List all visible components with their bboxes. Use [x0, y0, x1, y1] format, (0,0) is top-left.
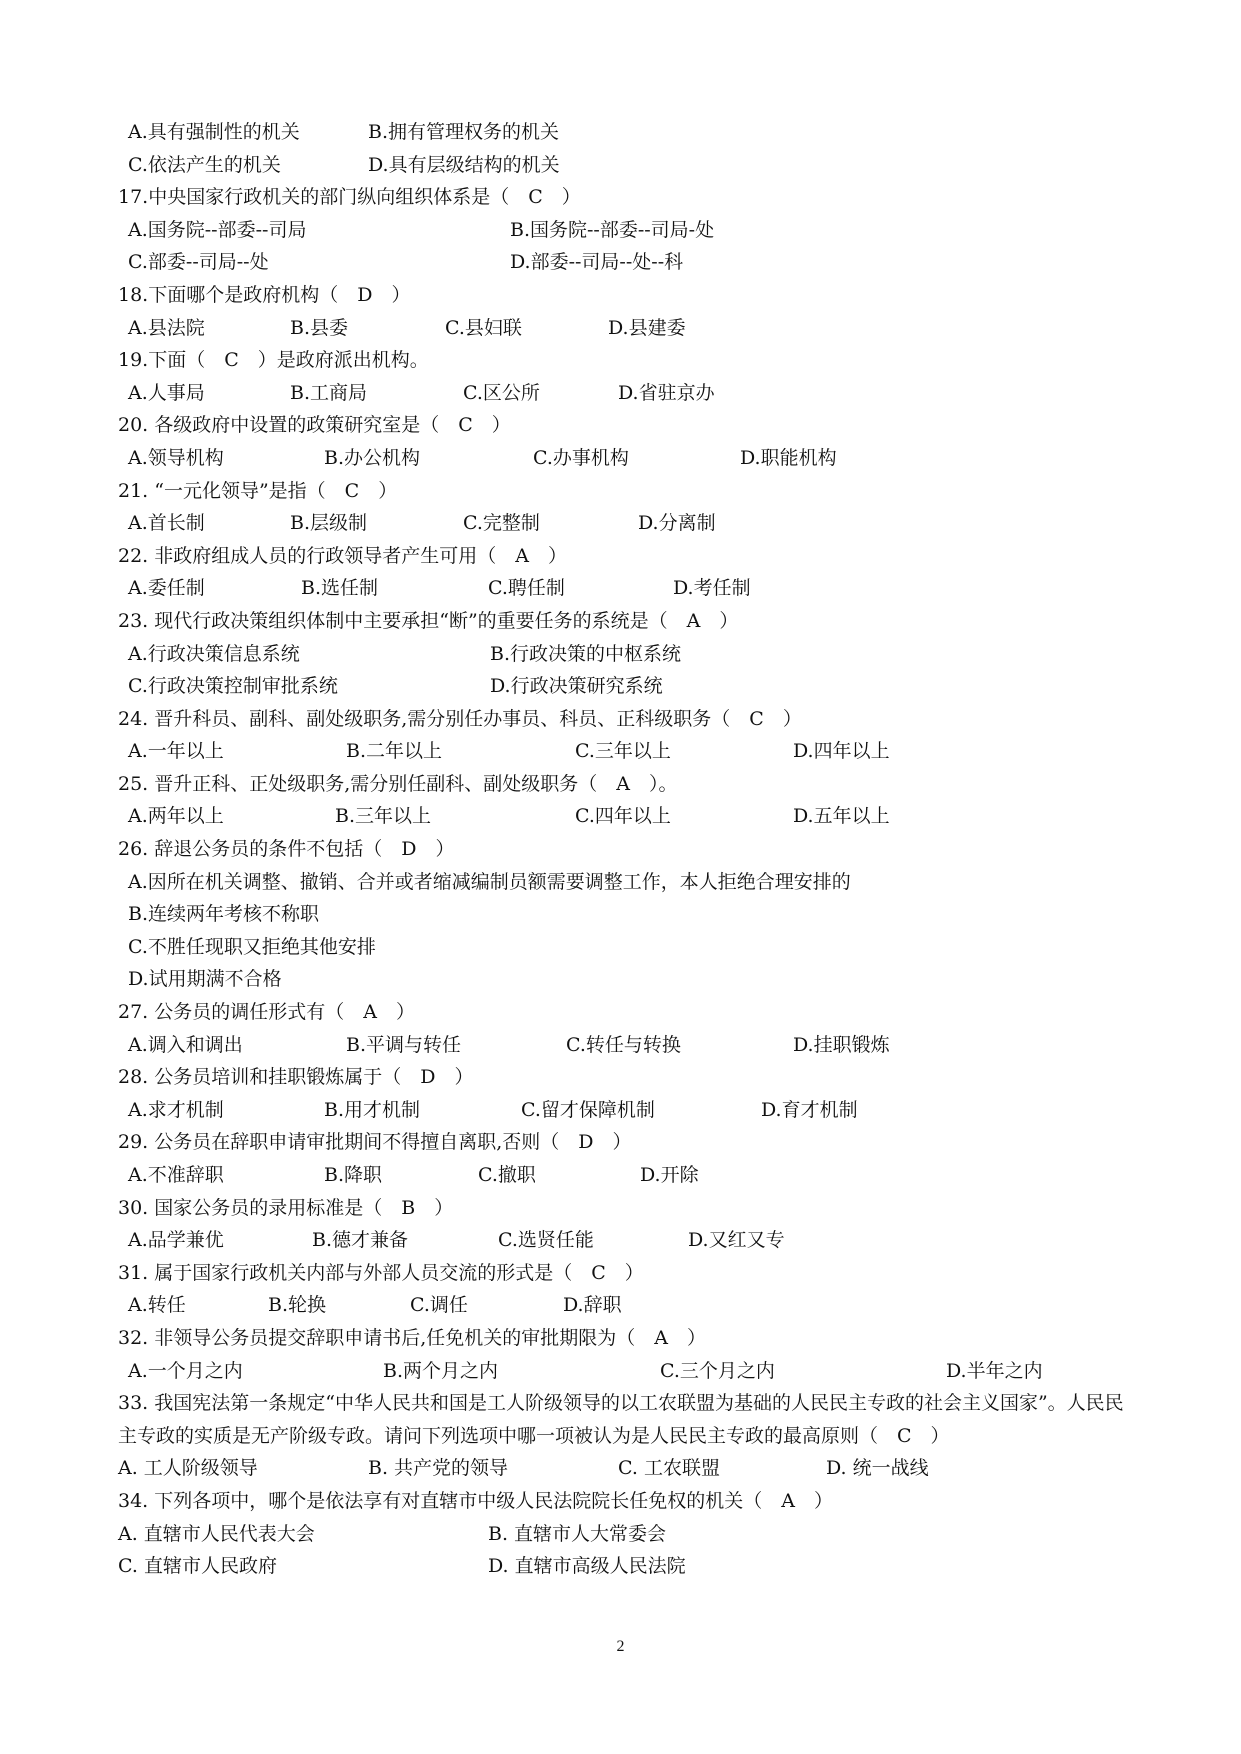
answer-option: C.依法产生的机关: [128, 153, 281, 176]
options-row: [118, 377, 1128, 410]
options-row: [118, 931, 1128, 964]
question-text: 30. 国家公务员的录用标准是（ B ）: [118, 1196, 454, 1219]
options-row: [118, 116, 1128, 149]
answer-option: D.育才机制: [761, 1098, 858, 1121]
answer-option: D. 统一战线: [826, 1457, 929, 1480]
question-text: 18.下面哪个是政府机构（ D ）: [118, 283, 411, 306]
question-text: 26. 辞退公务员的条件不包括（ D ）: [118, 838, 455, 861]
answer-option: A.因所在机关调整、撤销、合并或者缩减编制员额需要调整工作，本人拒绝合理安排的: [128, 870, 851, 893]
question-text: 17.中央国家行政机关的部门纵向组织体系是（ C ）: [118, 186, 581, 209]
answer-option: C.三个月之内: [660, 1359, 775, 1382]
question-text: 19.下面（ C ）是政府派出机构。: [118, 349, 429, 372]
answer-option: A.具有强制性的机关: [128, 121, 300, 143]
answer-option: A.品学兼优: [128, 1229, 224, 1252]
question-text: 23. 现代行政决策组织体制中主要承担“断”的重要任务的系统是（ A ）: [118, 609, 739, 632]
answer-option: A.国务院--部委--司局: [128, 218, 307, 241]
answer-option: C.完整制: [463, 512, 540, 535]
options-row: [118, 149, 1128, 182]
answer-option: C. 直辖市人民政府: [118, 1555, 277, 1578]
answer-option: C.不胜任现职又拒绝其他安排: [128, 935, 376, 958]
answer-option: B.拥有管理权务的机关: [368, 121, 560, 143]
answer-option: B.德才兼备: [312, 1229, 409, 1252]
answer-option: A.一年以上: [128, 740, 224, 763]
options-row: [118, 572, 1128, 605]
answer-option: D.分离制: [638, 512, 716, 535]
answer-option: B.层级制: [290, 512, 368, 535]
answer-option: B. 共产党的领导: [368, 1457, 509, 1480]
answer-option: C.行政决策控制审批系统: [128, 675, 338, 698]
options-row: [118, 670, 1128, 703]
options-row: [118, 246, 1128, 279]
answer-option: D.开除: [640, 1164, 699, 1186]
answer-option: C.区公所: [463, 381, 540, 404]
options-row: [118, 1518, 1128, 1551]
answer-option: D.职能机构: [740, 446, 837, 469]
question-text: 33. 我国宪法第一条规定“中华人民共和国是工人阶级领导的以工农联盟为基础的人民民主专政的社会主义国家”。人民民主专政的实质是无产阶级专政。请问下列选项中哪一项被认为是人民民主专政的最高原则（ C ）: [118, 1392, 1124, 1447]
answer-option: D.试用期满不合格: [128, 968, 282, 991]
answer-option: A. 工人阶级领导: [118, 1457, 258, 1480]
question-text: 34. 下列各项中，哪个是依法享有对直辖市中级人民法院院长任免权的机关（ A ）: [118, 1489, 833, 1512]
answer-option: C.撤职: [478, 1164, 536, 1186]
answer-option: A.两年以上: [128, 805, 224, 828]
answer-option: D.县建委: [608, 316, 686, 339]
question-text: 21. “一元化领导”是指（ C ）: [118, 479, 398, 502]
answer-option: B.用才机制: [324, 1098, 421, 1121]
question-text: 31. 属于国家行政机关内部与外部人员交流的形式是（ C ）: [118, 1261, 644, 1284]
answer-option: B.连续两年考核不称职: [128, 903, 320, 926]
answer-option: D.省驻京办: [618, 381, 715, 404]
answer-option: B.轮换: [268, 1294, 327, 1317]
answer-option: A.委任制: [128, 577, 205, 600]
options-row: [118, 1159, 1128, 1192]
options-row: [118, 312, 1128, 345]
answer-option: C.转任与转换: [566, 1033, 681, 1056]
answer-option: C.聘任制: [488, 577, 565, 600]
answer-option: A.县法院: [128, 316, 205, 339]
answer-option: A.一个月之内: [128, 1359, 243, 1382]
answer-option: A.行政决策信息系统: [128, 642, 300, 665]
answer-option: C.部委--司局--处: [128, 251, 269, 274]
answer-option: C. 工农联盟: [618, 1457, 720, 1480]
answer-option: D. 直辖市高级人民法院: [488, 1555, 686, 1578]
options-row: [118, 898, 1128, 931]
options-row: [118, 1452, 1128, 1485]
answer-option: B.二年以上: [346, 740, 443, 763]
question-text: 28. 公务员培训和挂职锻炼属于（ D ）: [118, 1066, 474, 1089]
answer-option: B.降职: [324, 1164, 383, 1186]
answer-option: D.具有层级结构的机关: [368, 153, 560, 176]
answer-option: B.两个月之内: [383, 1359, 499, 1382]
answer-option: B.工商局: [290, 381, 368, 404]
options-row: [118, 963, 1128, 996]
question-text: 24. 晋升科员、副科、副处级职务,需分别任办事员、科员、正科级职务（ C ）: [118, 707, 802, 730]
answer-option: A.首长制: [128, 512, 205, 535]
answer-option: D.考任制: [673, 577, 751, 600]
answer-option: A.转任: [128, 1294, 186, 1317]
answer-option: B.办公机构: [324, 446, 421, 469]
answer-option: C.选贤任能: [498, 1229, 594, 1252]
question-text: 32. 非领导公务员提交辞职申请书后,任免机关的审批期限为（ A ）: [118, 1326, 707, 1349]
options-row: [118, 1224, 1128, 1257]
options-row: [118, 507, 1128, 540]
options-row: [118, 1094, 1128, 1127]
answer-option: A.调入和调出: [128, 1033, 243, 1056]
question-text: 20. 各级政府中设置的政策研究室是（ C ）: [118, 414, 511, 437]
question-text: 27. 公务员的调任形式有（ A ）: [118, 1001, 415, 1024]
answer-option: A.人事局: [128, 381, 205, 404]
page-number: 2: [616, 1638, 625, 1655]
options-row: [118, 638, 1128, 671]
question-list: [118, 116, 1128, 1583]
options-row: [118, 1289, 1128, 1322]
options-row: [118, 442, 1128, 475]
options-row: [118, 866, 1128, 899]
options-row: [118, 214, 1128, 247]
answer-option: B.县委: [290, 316, 349, 339]
answer-option: D.挂职锻炼: [793, 1033, 890, 1056]
answer-option: B.选任制: [301, 577, 379, 600]
answer-option: A. 直辖市人民代表大会: [118, 1522, 315, 1545]
answer-option: D.半年之内: [946, 1359, 1043, 1382]
options-row: [118, 1355, 1128, 1388]
answer-option: D.四年以上: [793, 740, 890, 763]
answer-option: B.行政决策的中枢系统: [490, 642, 682, 665]
answer-option: C.留才保障机制: [521, 1098, 655, 1121]
answer-option: D.辞职: [563, 1294, 622, 1317]
answer-option: B.国务院--部委--司局-处: [510, 218, 715, 241]
answer-option: D.行政决策研究系统: [490, 675, 663, 698]
answer-option: D.五年以上: [793, 805, 890, 828]
answer-option: D.又红又专: [688, 1229, 785, 1252]
options-row: [118, 800, 1128, 833]
question-text: 29. 公务员在辞职申请审批期间不得擅自离职,否则（ D ）: [118, 1131, 632, 1154]
answer-option: A.求才机制: [128, 1098, 224, 1121]
answer-option: C.三年以上: [575, 740, 671, 763]
options-row: [118, 1029, 1128, 1062]
answer-option: C.办事机构: [533, 446, 629, 469]
answer-option: B.三年以上: [335, 805, 432, 828]
answer-option: C.调任: [410, 1294, 468, 1317]
question-text: 25. 晋升正科、正处级职务,需分别任副科、副处级职务（ A ）。: [118, 772, 678, 795]
answer-option: A.领导机构: [128, 446, 224, 469]
answer-option: B. 直辖市人大常委会: [488, 1522, 667, 1545]
question-text: 22. 非政府组成人员的行政领导者产生可用（ A ）: [118, 544, 567, 567]
answer-option: B.平调与转任: [346, 1033, 462, 1056]
options-row: [118, 1550, 1128, 1583]
answer-option: C.县妇联: [445, 316, 522, 339]
answer-option: C.四年以上: [575, 805, 671, 828]
answer-option: A.不准辞职: [128, 1164, 224, 1186]
answer-option: D.部委--司局--处--科: [510, 251, 684, 274]
options-row: [118, 735, 1128, 768]
